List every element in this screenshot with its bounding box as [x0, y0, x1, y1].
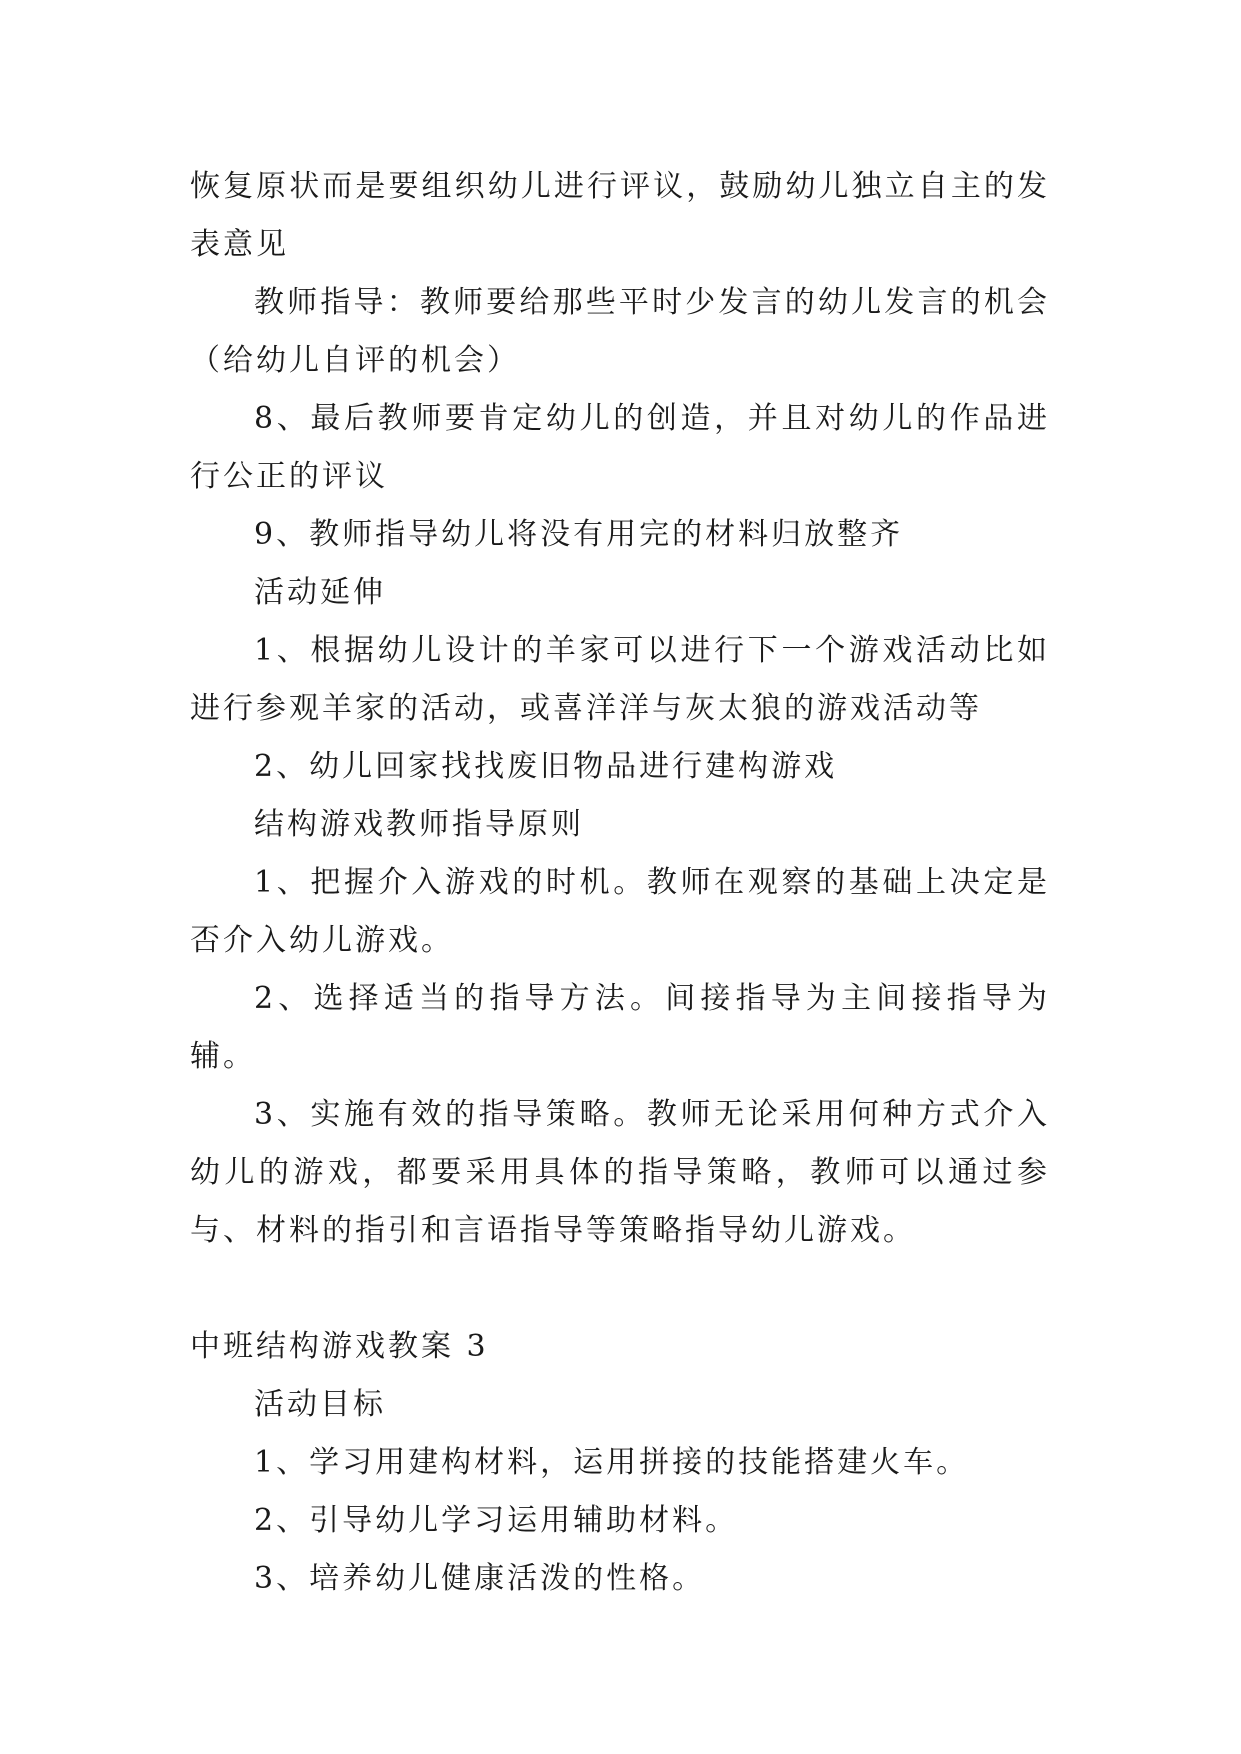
paragraph: 恢复原状而是要组织幼儿进行评议，鼓励幼儿独立自主的发表意见 — [190, 169, 1050, 262]
section-title: 中班结构游戏教案 3 — [190, 1329, 489, 1364]
subheading: 活动延伸 — [254, 575, 386, 610]
paragraph: 2、引导幼儿学习运用辅助材料。 — [254, 1503, 739, 1538]
paragraph: 9、教师指导幼儿将没有用完的材料归放整齐 — [254, 517, 904, 552]
paragraph: 3、培养幼儿健康活泼的性格。 — [254, 1561, 706, 1596]
paragraph: 2、选择适当的指导方法。间接指导为主间接指导为辅。 — [190, 981, 1050, 1074]
paragraph: 3、实施有效的指导策略。教师无论采用何种方式介入幼儿的游戏，都要采用具体的指导策略，教师可以通过参与、材料的指引和言语指导等策略指导幼儿游戏。 — [190, 1097, 1050, 1248]
paragraph: 1、根据幼儿设计的羊家可以进行下一个游戏活动比如进行参观羊家的活动，或喜洋洋与灰太狼的游戏活动等 — [190, 633, 1050, 726]
paragraph: 教师指导：教师要给那些平时少发言的幼儿发言的机会（给幼儿自评的机会） — [190, 285, 1050, 378]
paragraph: 2、幼儿回家找找废旧物品进行建构游戏 — [254, 749, 838, 784]
subheading: 结构游戏教师指导原则 — [254, 807, 584, 842]
paragraph: 1、把握介入游戏的时机。教师在观察的基础上决定是否介入幼儿游戏。 — [190, 865, 1050, 958]
document-body — [190, 158, 1050, 1608]
paragraph: 8、最后教师要肯定幼儿的创造，并且对幼儿的作品进行公正的评议 — [190, 401, 1050, 494]
paragraph: 1、学习用建构材料，运用拼接的技能搭建火车。 — [254, 1445, 970, 1480]
subheading: 活动目标 — [254, 1387, 386, 1422]
